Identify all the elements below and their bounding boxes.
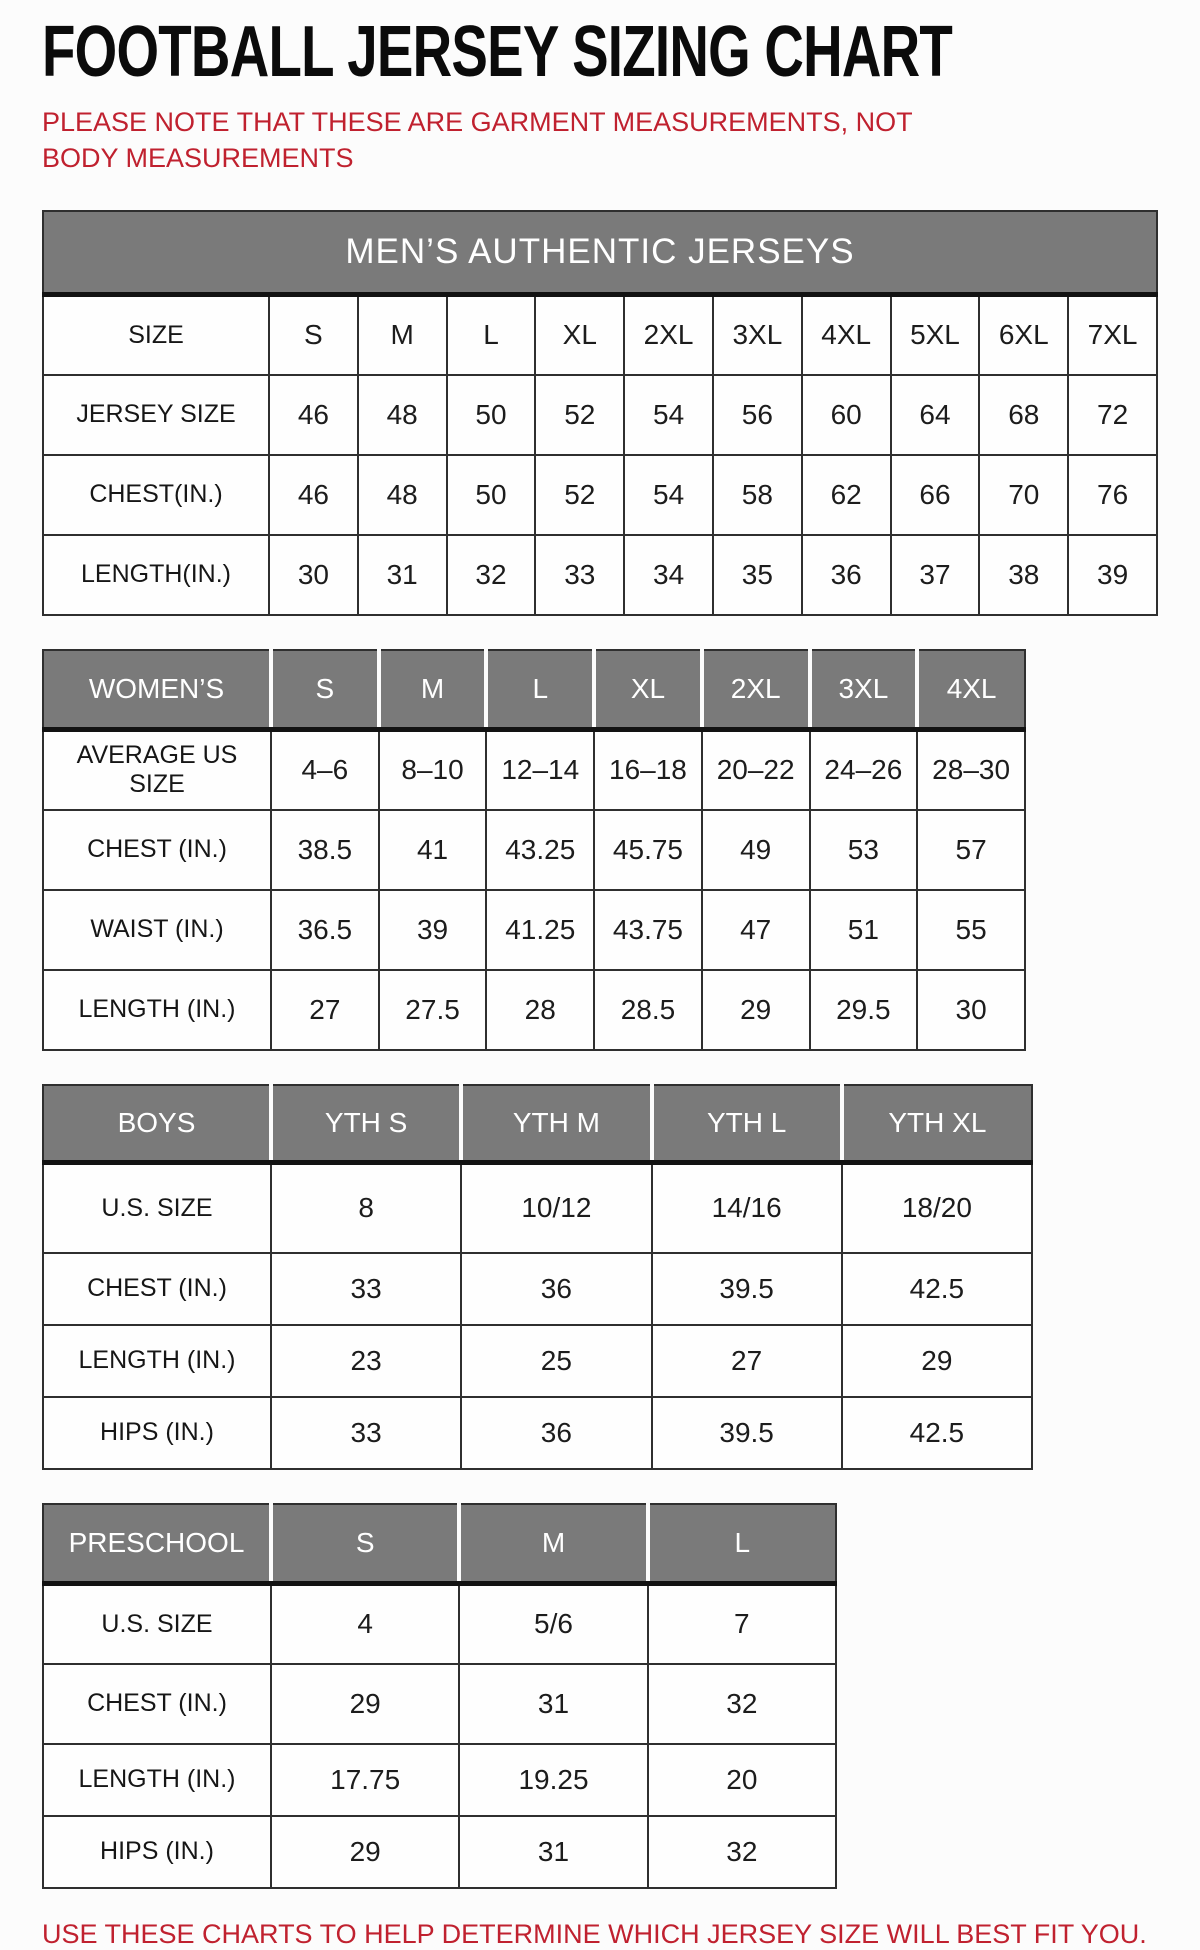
- boys-cell: 14/16: [652, 1163, 842, 1253]
- mens-cell: L: [447, 295, 536, 375]
- preschool-table: [42, 1503, 837, 1889]
- mens-cell: M: [358, 295, 447, 375]
- mens-banner: MEN’S AUTHENTIC JERSEYS: [43, 211, 1157, 295]
- womens-header-cell: L: [486, 650, 594, 730]
- boys-cell: 42.5: [842, 1253, 1032, 1325]
- boys-header-cell: YTH S: [271, 1085, 461, 1163]
- preschool-row-label: CHEST (IN.): [43, 1664, 271, 1744]
- preschool-row-label: LENGTH (IN.): [43, 1744, 271, 1816]
- mens-cell: 32: [447, 535, 536, 615]
- mens-row-label: SIZE: [43, 295, 269, 375]
- womens-header-label: WOMEN’S: [43, 650, 271, 730]
- womens-cell: 36.5: [271, 890, 379, 970]
- womens-cell: 28.5: [594, 970, 702, 1050]
- boys-cell: 18/20: [842, 1163, 1032, 1253]
- table-row: [43, 375, 1157, 455]
- mens-cell: 58: [713, 455, 802, 535]
- womens-cell: 29: [702, 970, 810, 1050]
- preschool-header-label: PRESCHOOL: [43, 1504, 271, 1584]
- mens-cell: 39: [1068, 535, 1157, 615]
- womens-cell: 41.25: [486, 890, 594, 970]
- womens-header-cell: S: [271, 650, 379, 730]
- womens-cell: 39: [379, 890, 487, 970]
- womens-cell: 24–26: [810, 730, 918, 810]
- mens-cell: 37: [891, 535, 980, 615]
- mens-cell: 38: [979, 535, 1068, 615]
- preschool-cell: 32: [648, 1664, 836, 1744]
- boys-cell: 36: [461, 1397, 651, 1469]
- preschool-cell: 32: [648, 1816, 836, 1888]
- womens-cell: 8–10: [379, 730, 487, 810]
- preschool-cell: 29: [271, 1664, 459, 1744]
- preschool-cell: 19.25: [459, 1744, 647, 1816]
- boys-cell: 29: [842, 1325, 1032, 1397]
- mens-cell: 35: [713, 535, 802, 615]
- mens-cell: 34: [624, 535, 713, 615]
- table-row: [43, 1397, 1032, 1469]
- boys-row-label: HIPS (IN.): [43, 1397, 271, 1469]
- table-row: [43, 970, 1025, 1050]
- mens-cell: 64: [891, 375, 980, 455]
- womens-row-label: LENGTH (IN.): [43, 970, 271, 1050]
- boys-table: [42, 1084, 1033, 1470]
- womens-cell: 47: [702, 890, 810, 970]
- womens-header-cell: XL: [594, 650, 702, 730]
- boys-cell: 25: [461, 1325, 651, 1397]
- womens-header-cell: 4XL: [917, 650, 1025, 730]
- womens-cell: 55: [917, 890, 1025, 970]
- preschool-row-label: U.S. SIZE: [43, 1584, 271, 1664]
- womens-row-label: CHEST (IN.): [43, 810, 271, 890]
- table-header-row: [43, 650, 1025, 730]
- mens-cell: 33: [535, 535, 624, 615]
- preschool-cell: 17.75: [271, 1744, 459, 1816]
- womens-cell: 20–22: [702, 730, 810, 810]
- mens-cell: 46: [269, 455, 358, 535]
- mens-cell: 54: [624, 455, 713, 535]
- mens-cell: 68: [979, 375, 1068, 455]
- table-header-row: [43, 1504, 836, 1584]
- boys-cell: 23: [271, 1325, 461, 1397]
- table-row: [43, 810, 1025, 890]
- womens-cell: 43.75: [594, 890, 702, 970]
- mens-cell: 48: [358, 455, 447, 535]
- womens-cell: 4–6: [271, 730, 379, 810]
- boys-header-label: BOYS: [43, 1085, 271, 1163]
- mens-cell: 7XL: [1068, 295, 1157, 375]
- mens-cell: 36: [802, 535, 891, 615]
- preschool-cell: 7: [648, 1584, 836, 1664]
- preschool-header-cell: L: [648, 1504, 836, 1584]
- mens-cell: 31: [358, 535, 447, 615]
- page-title: FOOTBALL JERSEY SIZING CHART: [42, 12, 953, 92]
- boys-row-label: LENGTH (IN.): [43, 1325, 271, 1397]
- boys-header-cell: YTH L: [652, 1085, 842, 1163]
- womens-header-cell: 3XL: [810, 650, 918, 730]
- womens-cell: 51: [810, 890, 918, 970]
- preschool-cell: 29: [271, 1816, 459, 1888]
- womens-cell: 29.5: [810, 970, 918, 1050]
- mens-cell: 52: [535, 455, 624, 535]
- mens-cell: 52: [535, 375, 624, 455]
- preschool-cell: 31: [459, 1664, 647, 1744]
- boys-cell: 27: [652, 1325, 842, 1397]
- table-row: [43, 1584, 836, 1664]
- mens-cell: 50: [447, 375, 536, 455]
- boys-cell: 33: [271, 1397, 461, 1469]
- mens-cell: 2XL: [624, 295, 713, 375]
- mens-cell: 62: [802, 455, 891, 535]
- womens-cell: 30: [917, 970, 1025, 1050]
- table-row: [43, 1664, 836, 1744]
- boys-cell: 33: [271, 1253, 461, 1325]
- table-header-row: [43, 1085, 1032, 1163]
- womens-cell: 53: [810, 810, 918, 890]
- garment-measurements-note: PLEASE NOTE THAT THESE ARE GARMENT MEASUREMENTS, NOT BODY MEASUREMENTS: [42, 107, 913, 174]
- table-row: [43, 535, 1157, 615]
- mens-table: [42, 210, 1158, 616]
- boys-cell: 42.5: [842, 1397, 1032, 1469]
- table-banner-row: [43, 211, 1157, 295]
- table-row: [43, 1816, 836, 1888]
- boys-row-label: CHEST (IN.): [43, 1253, 271, 1325]
- womens-cell: 27.5: [379, 970, 487, 1050]
- mens-cell: 6XL: [979, 295, 1068, 375]
- mens-cell: 5XL: [891, 295, 980, 375]
- womens-cell: 49: [702, 810, 810, 890]
- womens-cell: 45.75: [594, 810, 702, 890]
- table-row: [43, 1744, 836, 1816]
- mens-cell: XL: [535, 295, 624, 375]
- boys-cell: 36: [461, 1253, 651, 1325]
- mens-cell: 50: [447, 455, 536, 535]
- womens-cell: 27: [271, 970, 379, 1050]
- womens-cell: 28: [486, 970, 594, 1050]
- mens-cell: S: [269, 295, 358, 375]
- womens-cell: 38.5: [271, 810, 379, 890]
- footer-note: USE THESE CHARTS TO HELP DETERMINE WHICH JERSEY SIZE WILL BEST FIT YOU.: [42, 1918, 1147, 1949]
- womens-cell: 12–14: [486, 730, 594, 810]
- mens-cell: 48: [358, 375, 447, 455]
- mens-cell: 60: [802, 375, 891, 455]
- boys-cell: 10/12: [461, 1163, 651, 1253]
- womens-header-cell: 2XL: [702, 650, 810, 730]
- boys-cell: 39.5: [652, 1397, 842, 1469]
- womens-cell: 57: [917, 810, 1025, 890]
- mens-cell: 70: [979, 455, 1068, 535]
- table-row: [43, 730, 1025, 810]
- mens-cell: 3XL: [713, 295, 802, 375]
- table-row: [43, 295, 1157, 375]
- boys-cell: 39.5: [652, 1253, 842, 1325]
- mens-cell: 30: [269, 535, 358, 615]
- preschool-row-label: HIPS (IN.): [43, 1816, 271, 1888]
- boys-header-cell: YTH M: [461, 1085, 651, 1163]
- mens-cell: 56: [713, 375, 802, 455]
- mens-row-label: JERSEY SIZE: [43, 375, 269, 455]
- womens-header-cell: M: [379, 650, 487, 730]
- mens-cell: 76: [1068, 455, 1157, 535]
- womens-cell: 43.25: [486, 810, 594, 890]
- table-row: [43, 890, 1025, 970]
- mens-cell: 72: [1068, 375, 1157, 455]
- womens-row-label: AVERAGE US SIZE: [43, 730, 271, 810]
- mens-cell: 54: [624, 375, 713, 455]
- womens-table: [42, 649, 1026, 1051]
- boys-cell: 8: [271, 1163, 461, 1253]
- sizing-tables: [42, 210, 1158, 1889]
- table-row: [43, 455, 1157, 535]
- mens-row-label: LENGTH(IN.): [43, 535, 269, 615]
- preschool-cell: 5/6: [459, 1584, 647, 1664]
- preschool-cell: 31: [459, 1816, 647, 1888]
- womens-cell: 16–18: [594, 730, 702, 810]
- preschool-cell: 4: [271, 1584, 459, 1664]
- womens-cell: 28–30: [917, 730, 1025, 810]
- table-row: [43, 1325, 1032, 1397]
- preschool-header-cell: S: [271, 1504, 459, 1584]
- mens-cell: 66: [891, 455, 980, 535]
- table-row: [43, 1253, 1032, 1325]
- mens-cell: 46: [269, 375, 358, 455]
- womens-cell: 41: [379, 810, 487, 890]
- preschool-header-cell: M: [459, 1504, 647, 1584]
- boys-header-cell: YTH XL: [842, 1085, 1032, 1163]
- preschool-cell: 20: [648, 1744, 836, 1816]
- table-row: [43, 1163, 1032, 1253]
- womens-row-label: WAIST (IN.): [43, 890, 271, 970]
- boys-row-label: U.S. SIZE: [43, 1163, 271, 1253]
- mens-row-label: CHEST(IN.): [43, 455, 269, 535]
- mens-cell: 4XL: [802, 295, 891, 375]
